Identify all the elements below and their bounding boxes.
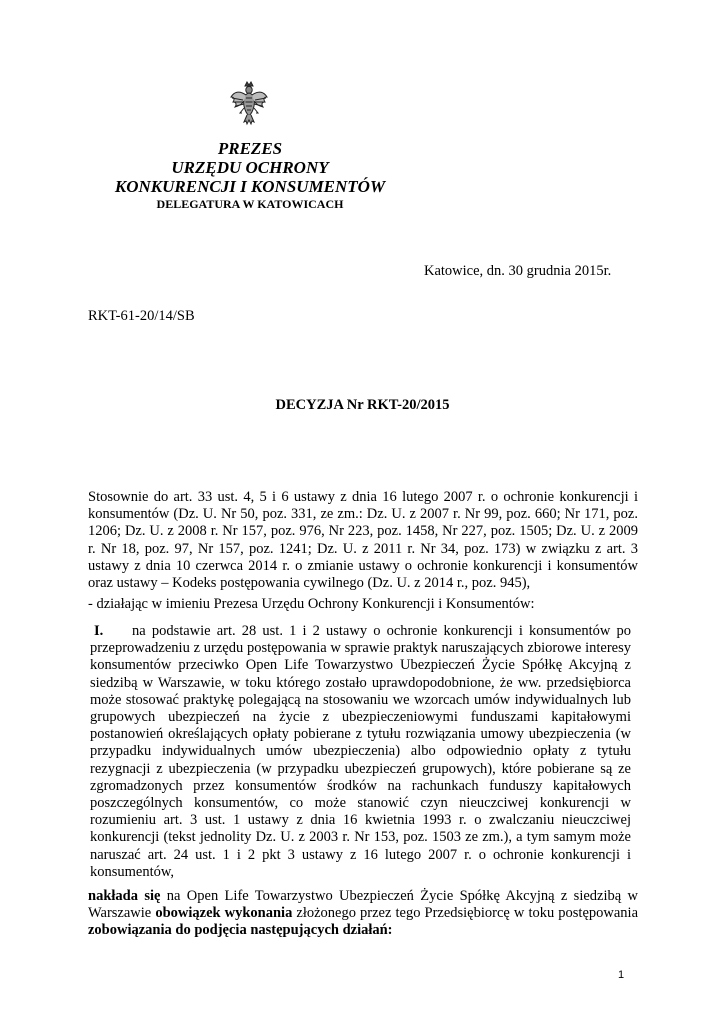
legal-basis-paragraph: Stosownie do art. 33 ust. 4, 5 i 6 ustawy z dnia 16 lutego 2007 r. o ochronie konkurencji i konsumentów (Dz. U. Nr 50, poz. 331, ze zm.: Dz. U. z 2007 r. Nr 99, poz. 660; Nr 171, poz. 1206; Dz. U. z 2008 r. Nr 157, poz. 976, Nr 223, poz. 1458, Nr 227, poz. 1505; Dz. U. z 2009 r. Nr 18, poz. 97, Nr 157, poz. 1241; Dz. U. z 2011 r. Nr 34, poz. 173) w związku z art. 3 ustawy z dnia 10 czerwca 2014 r. o zmianie ustawy o ochronie konkurencji i konsumentów oraz ustawy – Kodeks postępowania cywilnego (Dz. U. z 2014 r., poz. 945),: [88, 489, 638, 592]
obligation-bold-2: obowiązek wykonania: [155, 905, 293, 922]
header-urzedu-ochrony: URZĘDU OCHRONY: [171, 158, 329, 177]
obligation-bold-1: nakłada się: [88, 888, 161, 904]
obligation-text-2: złożonego przez tego Przedsiębiorcę w toku postępowania: [292, 905, 639, 922]
acting-on-behalf-paragraph: - działając w imieniu Prezesa Urzędu Ochrony Konkurencji i Konsumentów:: [88, 596, 535, 612]
header-prezes: PREZES: [217, 139, 283, 158]
section-number: I.: [94, 623, 104, 639]
reference-number: RKT-61-20/14/SB: [88, 308, 195, 324]
document-date: Katowice, dn. 30 grudnia 2015r.: [424, 263, 612, 279]
obligation-bold-3: zobowiązania do podjęcia następujących działań:: [88, 922, 393, 939]
obligation-text-1: na Open Life Towarzystwo Ubezpieczeń Życie Spółkę Akcyjną z siedzibą w Warszawie: [88, 888, 638, 922]
page-number: 1: [618, 969, 625, 981]
section-i-text: na podstawie art. 28 ust. 1 i 2 ustawy o ochronie konkurencji i konsumentów po przeprowadzeniu z urzędu postępowania w sprawie praktyk naruszających zbiorowe interesy konsumentów przeciwko Open Life Towarzystwo Ubezpieczeń Życie Spółkę Akcyjną z siedzibą w Warszawie, w toku którego zostało uprawdopodobnione, że ww. przedsiębiorca może stosować praktykę polegającą na stosowaniu we wzorcach umów indywidualnych lub grupowych ubezpieczeń na życie z ubezpieczeniowymi funduszami kapitałowymi postanowień określających opłaty pobierane z tytułu rozwiązania umowy ubezpieczenia (w przypadku indywidualnych umów ubezpieczenia) albo odpowiednio opłaty z tytułu rezygnacji z ubezpieczenia (w przypadku ubezpieczeń grupowych), które pobierane są ze zgromadzonych przez konsumentów środków na rachunkach funduszy kapitałowych poszczególnych konsumentów, co może stanowić czyn nieuczciwej konkurencji w rozumieniu art. 3 ust. 1 ustawy z dnia 16 kwietnia 1993 r. o zwalczaniu nieuczciwej konkurencji (tekst jednolity Dz. U. z 2003 r. Nr 153, poz. 1503 ze zm.), a tym samym może naruszać art. 24 ust. 1 i 2 pkt 3 ustawy z 16 lutego 2007 r. o ochronie konkurencji i konsumentów,: [90, 623, 631, 880]
header-konkurencji: KONKURENCJI I KONSUMENTÓW: [114, 177, 386, 196]
polish-eagle-emblem: [229, 80, 269, 126]
section-i-paragraph: [90, 623, 631, 881]
obligation-paragraph: [88, 888, 638, 940]
header-delegatura: DELEGATURA W KATOWICACH: [156, 197, 344, 211]
decision-title: DECYZJA Nr RKT-20/2015: [275, 397, 450, 413]
